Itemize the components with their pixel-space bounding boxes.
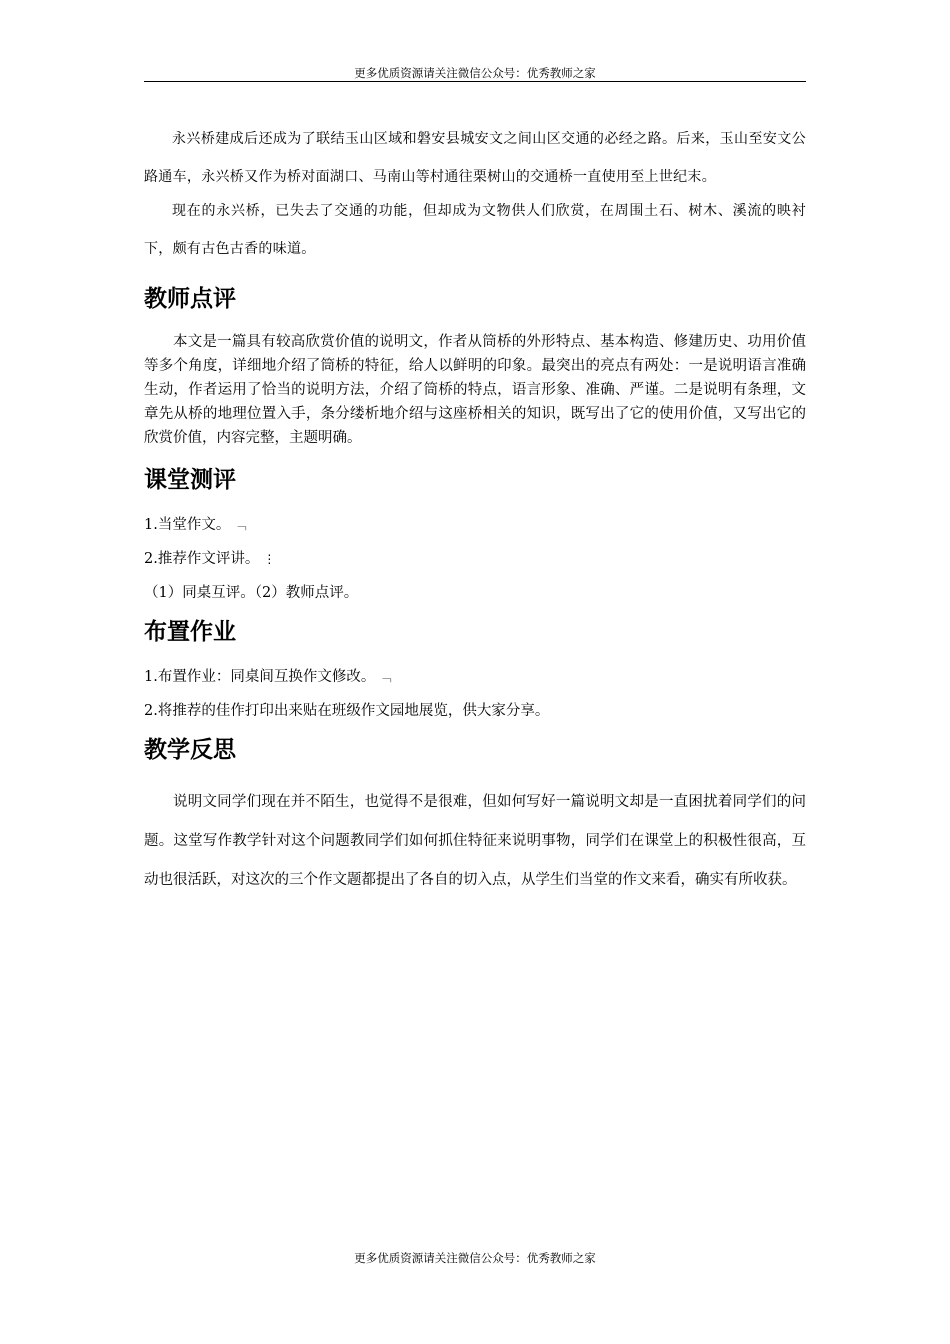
class-test-list [144,515,806,617]
document-body [144,120,806,900]
section-title-homework: 布置作业 [144,619,236,645]
edit-mark-icon: ﹁ [234,518,247,532]
edit-mark-icon: ﹁ [379,670,392,684]
header-divider [144,81,806,82]
homework-list [144,667,806,735]
reflection-text: 说明文同学们现在并不陌生，也觉得不是很难，但如何写好一篇说明文却是一直困扰着同学们的问题。这堂写作教学针对这个问题教同学们如何抓住特征来说明事物，同学们在课堂上的积极性很高，互动也很活跃，对这次的三个作文题都提出了各自的切入点，从学生们当堂的作文来看，确实有所收获。 [144,794,806,888]
homework-item-2: 2.将推荐的佳作打印出来贴在班级作文园地展览，供大家分享。 [144,703,550,719]
section-title-class-test: 课堂测评 [144,467,236,493]
homework-item-1: 1.布置作业：同桌间互换作文修改。 [144,669,376,685]
intro-paragraph-1: 永兴桥建成后还成为了联结玉山区域和磐安县城安文之间山区交通的必经之路。后来，玉山至安文公路通车，永兴桥又作为桥对面湖口、马南山等村通往栗树山的交通桥一直使用至上世纪末。 [144,131,806,185]
section-title-teacher-review: 教师点评 [144,286,236,312]
section-title-reflection: 教学反思 [144,737,236,763]
list-item [144,667,806,701]
page-footer: 更多优质资源请关注微信公众号：优秀教师之家 [354,1251,596,1265]
list-item [144,549,806,583]
teacher-review-text: 本文是一篇具有较高欣赏价值的说明文，作者从筒桥的外形特点、基本构造、修建历史、功用价值等多个角度，详细地介绍了筒桥的特征，给人以鲜明的印象。最突出的亮点有两处：一是说明语言准确生动，作者运用了恰当的说明方法，介绍了筒桥的特点，语言形象、准确、严谨。二是说明有条理，文章先从桥的地理位置入手，条分缕析地介绍与这座桥相关的知识，既写出了它的使用价值，又写出它的欣赏价值，内容完整，主题明确。 [144,334,806,446]
vertical-ellipsis-icon: ⋮ [263,552,276,566]
class-test-item-3: （1）同桌互评。（2）教师点评。 [144,585,359,601]
list-item [144,515,806,549]
class-test-item-2: 2.推荐作文评讲。 [144,551,260,567]
intro-paragraph-2: 现在的永兴桥，已失去了交通的功能，但却成为文物供人们欣赏，在周围土石、树木、溪流的映衬下，颇有古色古香的味道。 [144,203,806,257]
class-test-item-1: 1.当堂作文。 [144,517,231,533]
page-header: 更多优质资源请关注微信公众号：优秀教师之家 [354,66,596,80]
